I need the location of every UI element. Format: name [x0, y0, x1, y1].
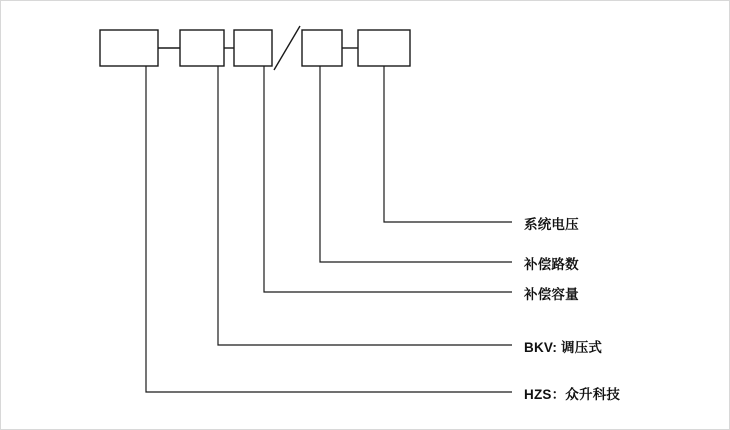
box-4 [302, 30, 342, 66]
leader-line-compensation-capacity [264, 66, 512, 292]
label-compensation-capacity: 补偿容量 [524, 287, 579, 302]
label-system-voltage: 系统电压 [524, 217, 579, 232]
box-group [100, 30, 410, 66]
slash-separator-icon [274, 26, 300, 70]
leader-line-compensation-loops [320, 66, 512, 262]
box-3 [234, 30, 272, 66]
leader-line-system-voltage [384, 66, 512, 222]
box-5 [358, 30, 410, 66]
box-2 [180, 30, 224, 66]
leader-line-hzs [146, 66, 512, 392]
label-compensation-loops: 补偿路数 [524, 257, 579, 272]
leader-line-bkv [218, 66, 512, 345]
box-1 [100, 30, 158, 66]
label-bkv: BKV: 调压式 [524, 340, 603, 355]
label-hzs: HZS：众升科技 [524, 387, 621, 402]
leader-line-group [146, 66, 512, 392]
